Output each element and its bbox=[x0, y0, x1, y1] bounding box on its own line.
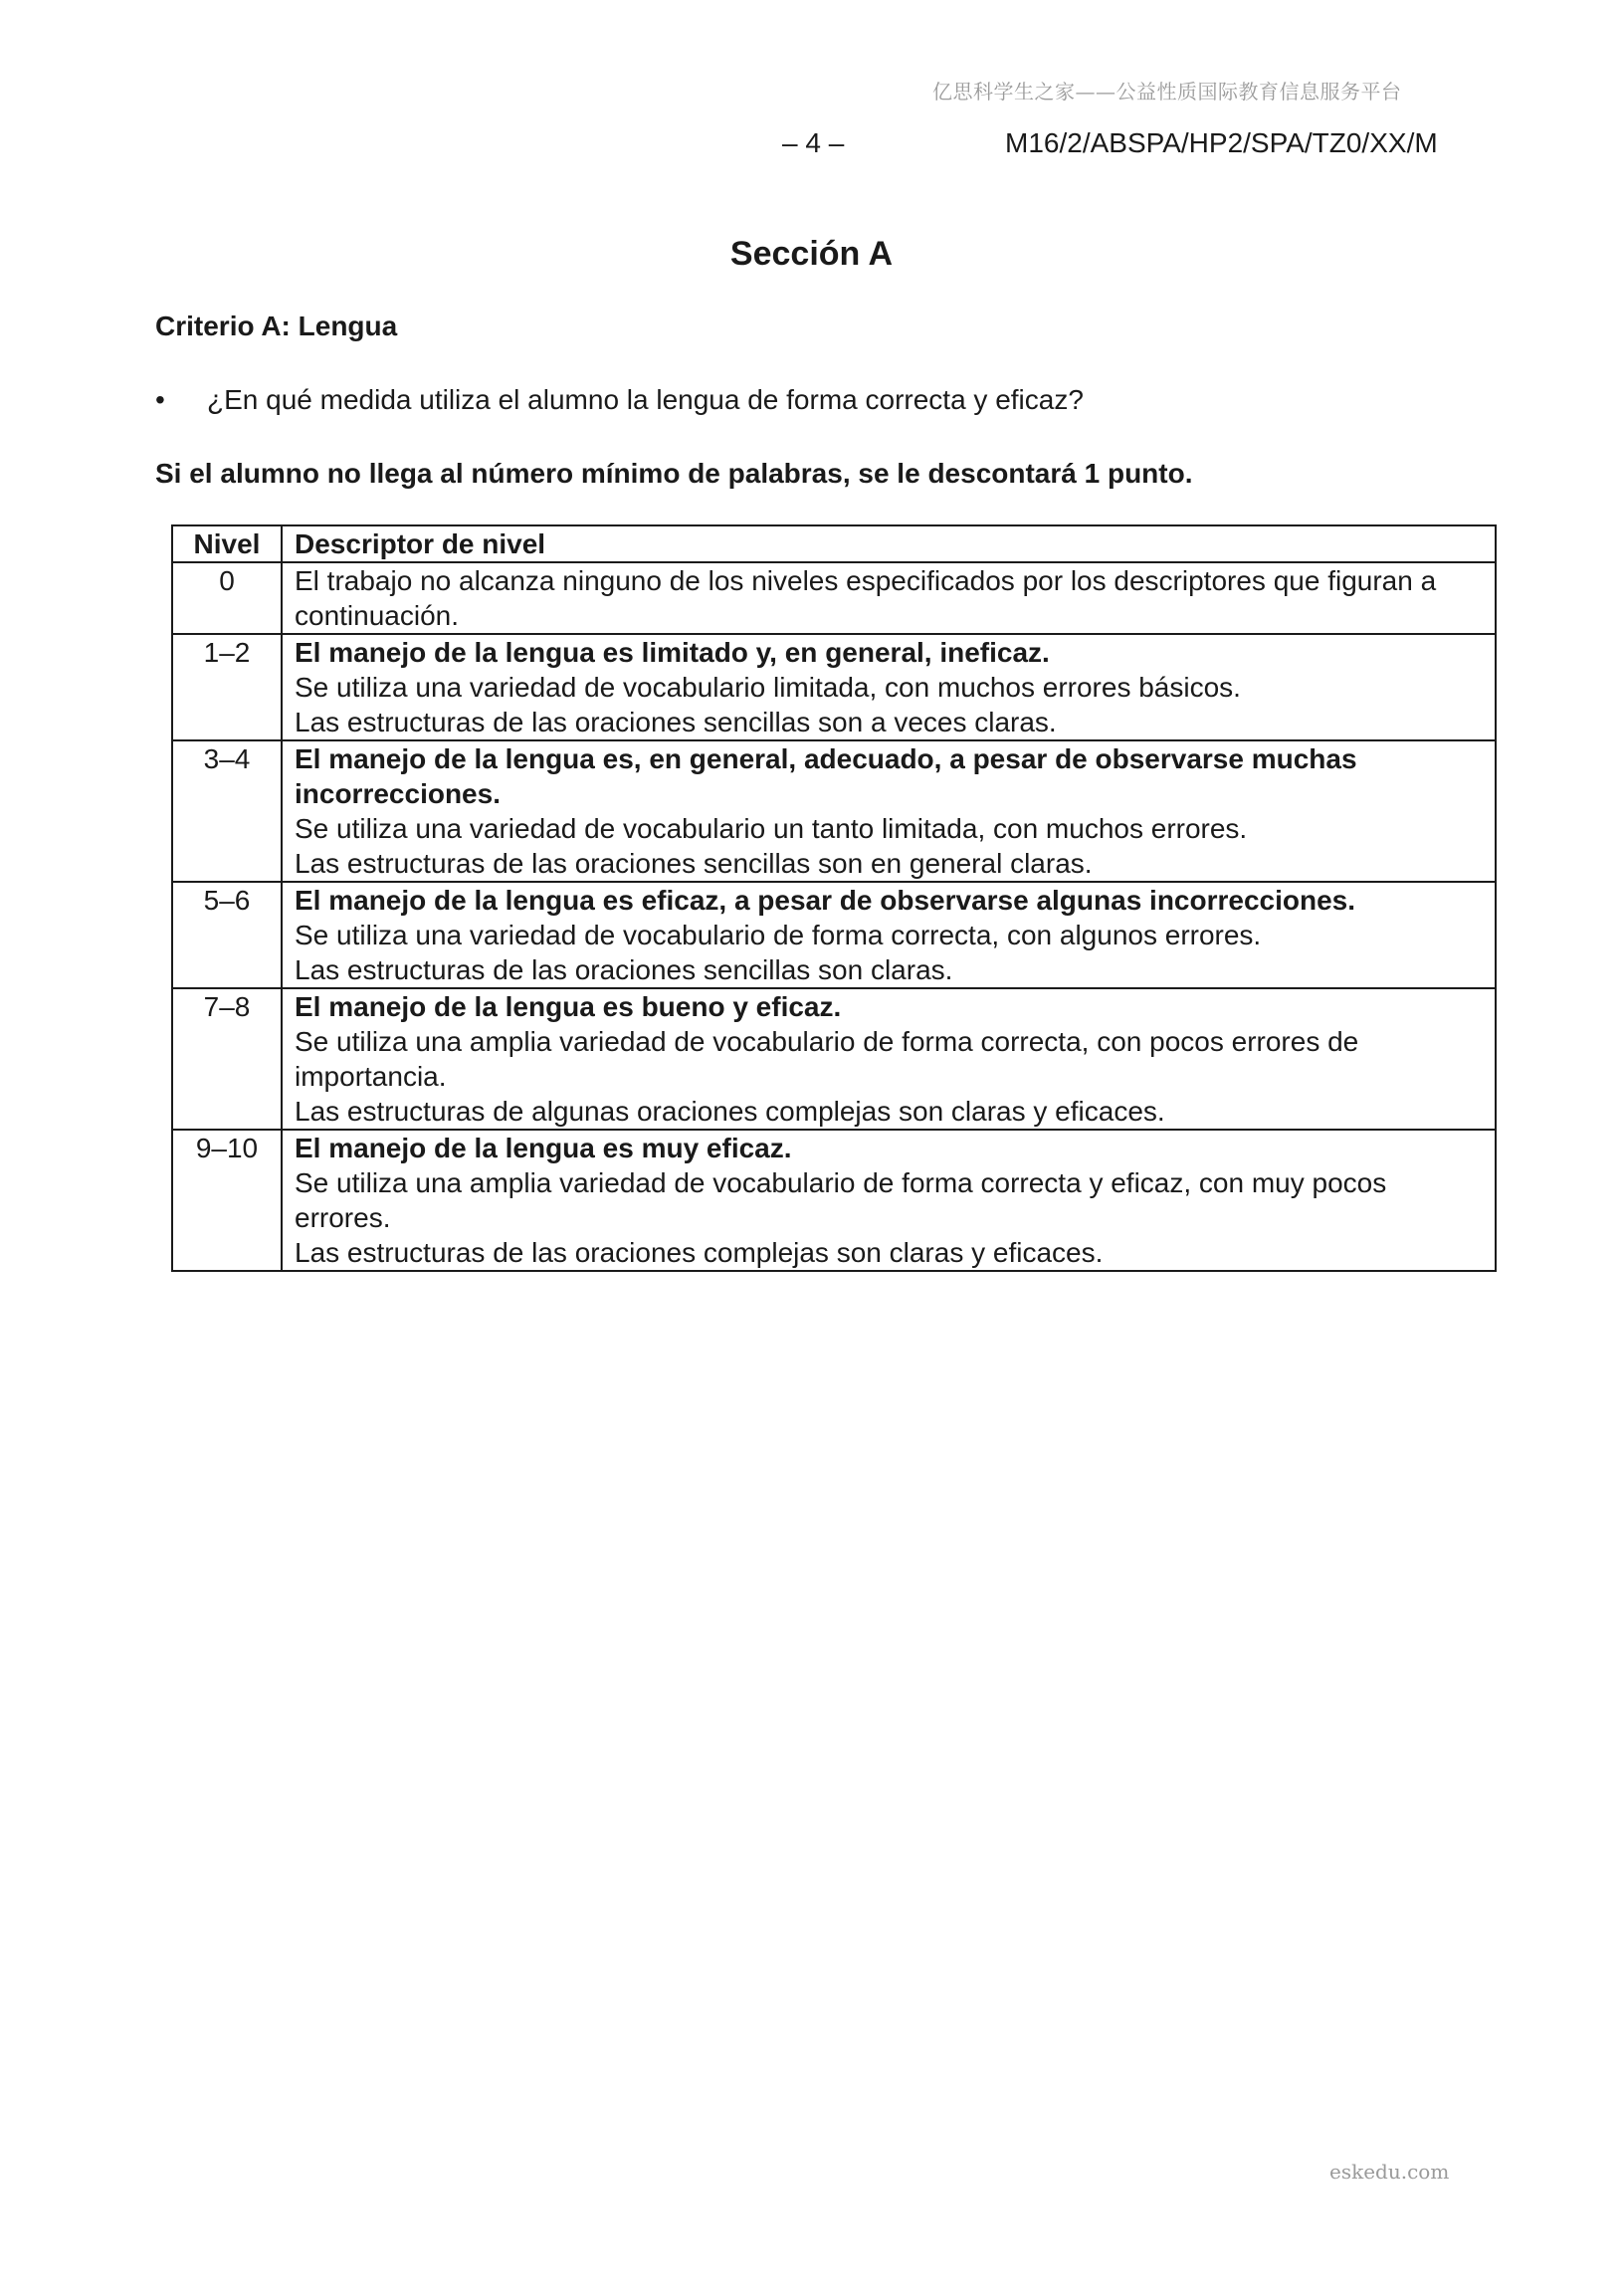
descriptor-heading: El manejo de la lengua es limitado y, en general, ineficaz. bbox=[295, 637, 1050, 668]
descriptor-cell bbox=[282, 882, 1496, 988]
table-header-row bbox=[172, 525, 1496, 562]
header-descriptor: Descriptor de nivel bbox=[282, 525, 1496, 562]
header-level: Nivel bbox=[172, 525, 282, 562]
level-cell: 9–10 bbox=[172, 1130, 282, 1271]
level-cell: 3–4 bbox=[172, 740, 282, 882]
descriptor-cell bbox=[282, 562, 1496, 634]
document-code: M16/2/ABSPA/HP2/SPA/TZ0/XX/M bbox=[1005, 127, 1438, 158]
descriptor-heading: El manejo de la lengua es eficaz, a pesar de observarse algunas incorrecciones. bbox=[295, 885, 1356, 916]
penalty-note: Si el alumno no llega al número mínimo de palabras, se le descontará 1 punto. bbox=[155, 458, 1193, 489]
descriptor-heading: El manejo de la lengua es muy eficaz. bbox=[295, 1133, 792, 1163]
table-row bbox=[172, 882, 1496, 988]
table-row bbox=[172, 634, 1496, 740]
watermark-text: 亿思科学生之家——公益性质国际教育信息服务平台 bbox=[932, 80, 1402, 104]
bullet-icon: • bbox=[155, 384, 165, 415]
descriptor-line: Se utiliza una amplia variedad de vocabulario de forma correcta y eficaz, con muy pocos errores. bbox=[295, 1167, 1387, 1233]
descriptor-line: Se utiliza una variedad de vocabulario limitada, con muchos errores básicos. bbox=[295, 672, 1241, 703]
page-number: – 4 – bbox=[782, 127, 845, 158]
descriptor-cell bbox=[282, 740, 1496, 882]
table-row bbox=[172, 1130, 1496, 1271]
descriptor-line: Las estructuras de las oraciones sencillas son a veces claras. bbox=[295, 707, 1057, 737]
descriptor-line: Las estructuras de algunas oraciones complejas son claras y eficaces. bbox=[295, 1096, 1165, 1127]
descriptor-cell bbox=[282, 988, 1496, 1130]
criterion-question-text: ¿En qué medida utiliza el alumno la lengua de forma correcta y eficaz? bbox=[207, 384, 1084, 415]
descriptor-cell bbox=[282, 634, 1496, 740]
descriptor-heading: El manejo de la lengua es bueno y eficaz. bbox=[295, 991, 842, 1022]
criterion-title: Criterio A: Lengua bbox=[155, 311, 398, 341]
section-title: Sección A bbox=[729, 235, 894, 273]
table-row bbox=[172, 988, 1496, 1130]
table-row bbox=[172, 562, 1496, 634]
level-descriptor-table bbox=[171, 524, 1497, 1272]
descriptor-line: Se utiliza una amplia variedad de vocabulario de forma correcta, con pocos errores de importancia. bbox=[295, 1026, 1359, 1092]
descriptor-line: Se utiliza una variedad de vocabulario un tanto limitada, con muchos errores. bbox=[295, 813, 1248, 844]
descriptor-cell bbox=[282, 1130, 1496, 1271]
table-row bbox=[172, 740, 1496, 882]
level-cell: 0 bbox=[172, 562, 282, 634]
descriptor-line: El trabajo no alcanza ninguno de los niveles especificados por los descriptores que figuran a continuación. bbox=[295, 565, 1437, 631]
descriptor-line: Las estructuras de las oraciones complejas son claras y eficaces. bbox=[295, 1237, 1104, 1268]
descriptor-line: Las estructuras de las oraciones sencillas son en general claras. bbox=[295, 848, 1093, 879]
footer-source: eskedu.com bbox=[1329, 2160, 1450, 2184]
descriptor-line: Las estructuras de las oraciones sencillas son claras. bbox=[295, 954, 953, 985]
descriptor-heading: El manejo de la lengua es, en general, adecuado, a pesar de observarse muchas incorrecciones. bbox=[295, 743, 1357, 809]
descriptor-line: Se utiliza una variedad de vocabulario de forma correcta, con algunos errores. bbox=[295, 920, 1262, 950]
criterion-question bbox=[155, 384, 1084, 416]
level-cell: 7–8 bbox=[172, 988, 282, 1130]
level-cell: 1–2 bbox=[172, 634, 282, 740]
level-cell: 5–6 bbox=[172, 882, 282, 988]
